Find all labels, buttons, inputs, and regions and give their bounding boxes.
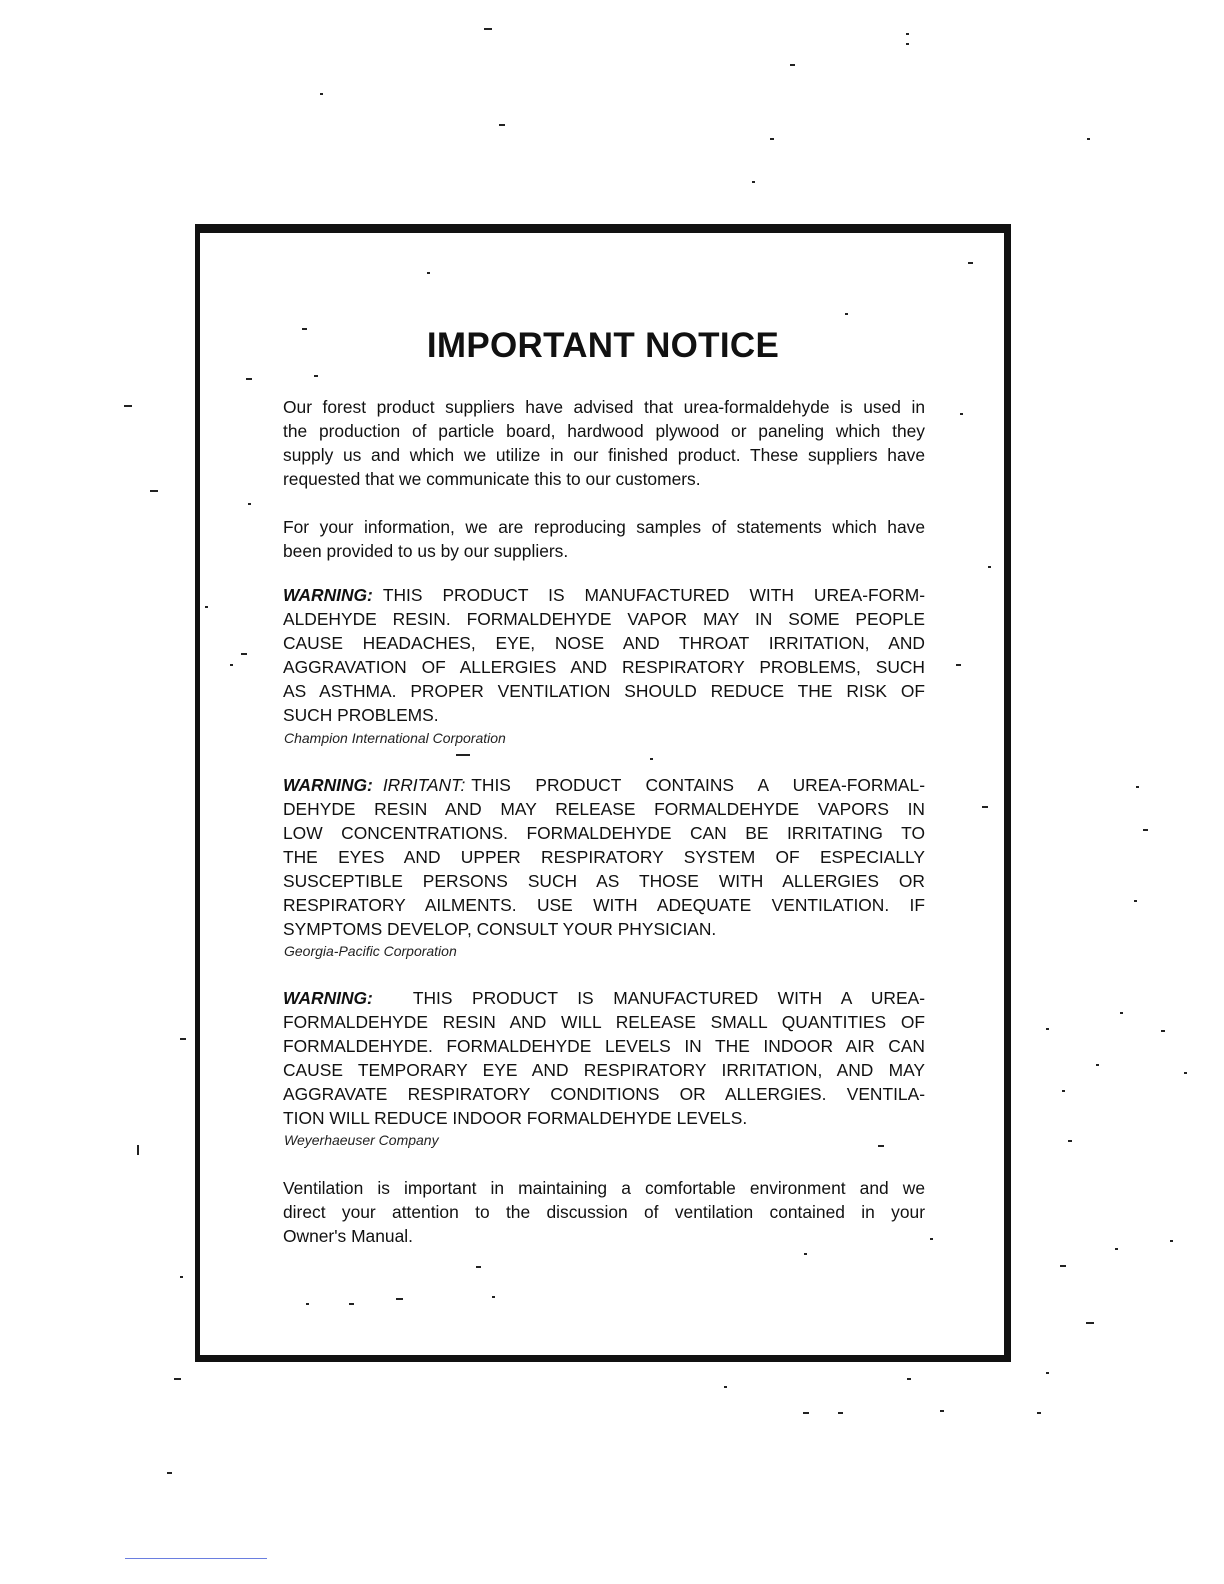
- scan-speck: [1184, 1072, 1187, 1074]
- warning-line: SUCH PROBLEMS.: [283, 705, 439, 725]
- scan-speck: [302, 328, 307, 330]
- scan-speck: [1046, 1372, 1049, 1374]
- scan-speck: [1143, 829, 1148, 831]
- warning-line: RESPIRATORY AILMENTS. USE WITH ADEQUATE VENTILATION. IF: [283, 895, 925, 915]
- scan-speck: [988, 566, 991, 568]
- warning-line: LOW CONCENTRATIONS. FORMALDEHYDE CAN BE IRRITATING TO: [283, 823, 925, 843]
- scan-speck: [1086, 1322, 1094, 1324]
- scan-speck: [790, 64, 795, 66]
- scan-speck: [349, 1303, 354, 1305]
- scan-speck: [1037, 1412, 1041, 1414]
- scan-speck: [456, 754, 470, 756]
- scan-speck: [1068, 1140, 1072, 1142]
- scan-speck: [1046, 1028, 1049, 1030]
- warning-line: SUSCEPTIBLE PERSONS SUCH AS THOSE WITH ALLERGIES OR: [283, 871, 925, 891]
- warning-text: THIS PRODUCT CONTAINS A UREA-FORMAL-: [471, 775, 925, 795]
- warning-weyerhaeuser: [283, 986, 925, 1130]
- warning-text: THIS PRODUCT IS MANUFACTURED WITH A UREA-: [412, 988, 925, 1008]
- scan-speck: [246, 378, 252, 380]
- intro-paragraph: [283, 395, 925, 491]
- warning-line: AGGRAVATE RESPIRATORY CONDITIONS OR ALLERGIES. VENTILA-: [283, 1084, 925, 1104]
- scan-speck: [770, 138, 774, 140]
- scan-speck: [314, 375, 318, 377]
- scan-speck: [724, 1386, 727, 1388]
- warning-champion: [283, 583, 925, 727]
- warning-line: ALDEHYDE RESIN. FORMALDEHYDE VAPOR MAY IN SOME PEOPLE: [283, 609, 925, 629]
- scan-speck: [906, 33, 909, 35]
- info-paragraph: [283, 515, 925, 563]
- scan-speck: [1096, 1064, 1099, 1066]
- scan-speck: [241, 653, 247, 655]
- warning-line: CAUSE HEADACHES, EYE, NOSE AND THROAT IRRITATION, AND: [283, 633, 925, 653]
- scan-speck: [396, 1298, 403, 1300]
- intro-line: the production of particle board, hardwood plywood or paneling which they: [283, 421, 925, 441]
- scan-speck: [1136, 786, 1139, 788]
- scan-speck: [804, 1253, 807, 1255]
- scan-speck: [124, 405, 132, 407]
- closing-paragraph: [283, 1176, 925, 1248]
- info-line: For your information, we are reproducing samples of statements which have: [283, 517, 925, 537]
- scan-speck: [427, 272, 430, 274]
- intro-line: requested that we communicate this to our customers.: [283, 469, 701, 489]
- warning-label: WARNING:: [283, 585, 373, 605]
- warning-line: TION WILL REDUCE INDOOR FORMALDEHYDE LEVELS.: [283, 1108, 748, 1128]
- scan-speck: [1161, 1030, 1165, 1032]
- scan-speck: [1120, 1012, 1123, 1014]
- scan-speck: [803, 1412, 809, 1414]
- scan-speck: [174, 1378, 181, 1380]
- scan-speck: [180, 1276, 183, 1278]
- warning-line: DEHYDE RESIN AND MAY RELEASE FORMALDEHYDE VAPORS IN: [283, 799, 925, 819]
- intro-line: Our forest product suppliers have advised that urea-formaldehyde is used in: [283, 397, 925, 417]
- scan-speck: [1062, 1090, 1065, 1092]
- source-weyerhaeuser: Weyerhaeuser Company: [284, 1132, 439, 1148]
- scan-speck: [650, 758, 653, 760]
- warning-label: WARNING:: [283, 775, 373, 795]
- warning-line: AS ASTHMA. PROPER VENTILATION SHOULD REDUCE THE RISK OF: [283, 681, 925, 701]
- warning-georgia-pacific: [283, 773, 925, 941]
- scan-speck: [878, 1145, 884, 1147]
- scan-speck: [230, 664, 233, 666]
- source-champion: Champion International Corporation: [284, 730, 506, 746]
- scan-speck: [320, 93, 323, 95]
- scan-speck: [167, 1472, 172, 1474]
- scan-speck: [907, 1378, 911, 1380]
- intro-line: supply us and which we utilize in our finished product. These suppliers have: [283, 445, 925, 465]
- scan-speck: [1060, 1265, 1066, 1267]
- warning-first-line: [283, 583, 925, 607]
- scan-speck: [940, 1410, 944, 1412]
- scan-speck: [956, 664, 961, 666]
- scan-speck: [180, 1038, 186, 1040]
- scan-speck: [968, 262, 973, 264]
- scan-speck: [838, 1412, 843, 1414]
- scan-speck: [306, 1303, 309, 1305]
- warning-line: THE EYES AND UPPER RESPIRATORY SYSTEM OF ESPECIALLY: [283, 847, 925, 867]
- warning-first-line: [283, 773, 925, 797]
- warning-text: THIS PRODUCT IS MANUFACTURED WITH UREA-FORM-: [382, 585, 925, 605]
- info-line: been provided to us by our suppliers.: [283, 541, 569, 561]
- scan-speck: [752, 181, 755, 183]
- scan-speck: [1134, 900, 1137, 902]
- warning-first-line: [283, 986, 925, 1010]
- warning-line: CAUSE TEMPORARY EYE AND RESPIRATORY IRRITATION, AND MAY: [283, 1060, 925, 1080]
- closing-line: Owner's Manual.: [283, 1226, 413, 1246]
- scan-speck: [492, 1296, 495, 1298]
- scan-speck: [150, 490, 158, 492]
- scan-speck: [476, 1266, 481, 1268]
- scan-speck: [845, 313, 848, 315]
- scan-speck: [484, 28, 492, 30]
- page-title: IMPORTANT NOTICE: [426, 326, 780, 365]
- scan-speck: [960, 413, 963, 415]
- scan-speck: [930, 1238, 933, 1240]
- scan-speck: [1170, 1240, 1173, 1242]
- warning-line: FORMALDEHYDE. FORMALDEHYDE LEVELS IN THE INDOOR AIR CAN: [283, 1036, 925, 1056]
- scan-speck: [1115, 1248, 1118, 1250]
- scan-speck: [982, 806, 988, 808]
- closing-line: Ventilation is important in maintaining a comfortable environment and we: [283, 1178, 925, 1198]
- scan-speck: [205, 606, 208, 608]
- warning-line: SYMPTOMS DEVELOP, CONSULT YOUR PHYSICIAN.: [283, 919, 717, 939]
- source-georgia-pacific: Georgia-Pacific Corporation: [284, 943, 457, 959]
- scan-speck: [137, 1145, 139, 1155]
- scan-speck: [906, 43, 909, 45]
- footer-rule: [125, 1558, 267, 1559]
- warning-sublabel: IRRITANT:: [382, 775, 466, 795]
- scan-speck: [248, 503, 251, 505]
- scan-speck: [1087, 138, 1090, 140]
- warning-line: FORMALDEHYDE RESIN AND WILL RELEASE SMALL QUANTITIES OF: [283, 1012, 925, 1032]
- scan-speck: [499, 124, 505, 126]
- warning-label: WARNING:: [283, 988, 373, 1008]
- closing-line: direct your attention to the discussion of ventilation contained in your: [283, 1202, 925, 1222]
- warning-line: AGGRAVATION OF ALLERGIES AND RESPIRATORY PROBLEMS, SUCH: [283, 657, 925, 677]
